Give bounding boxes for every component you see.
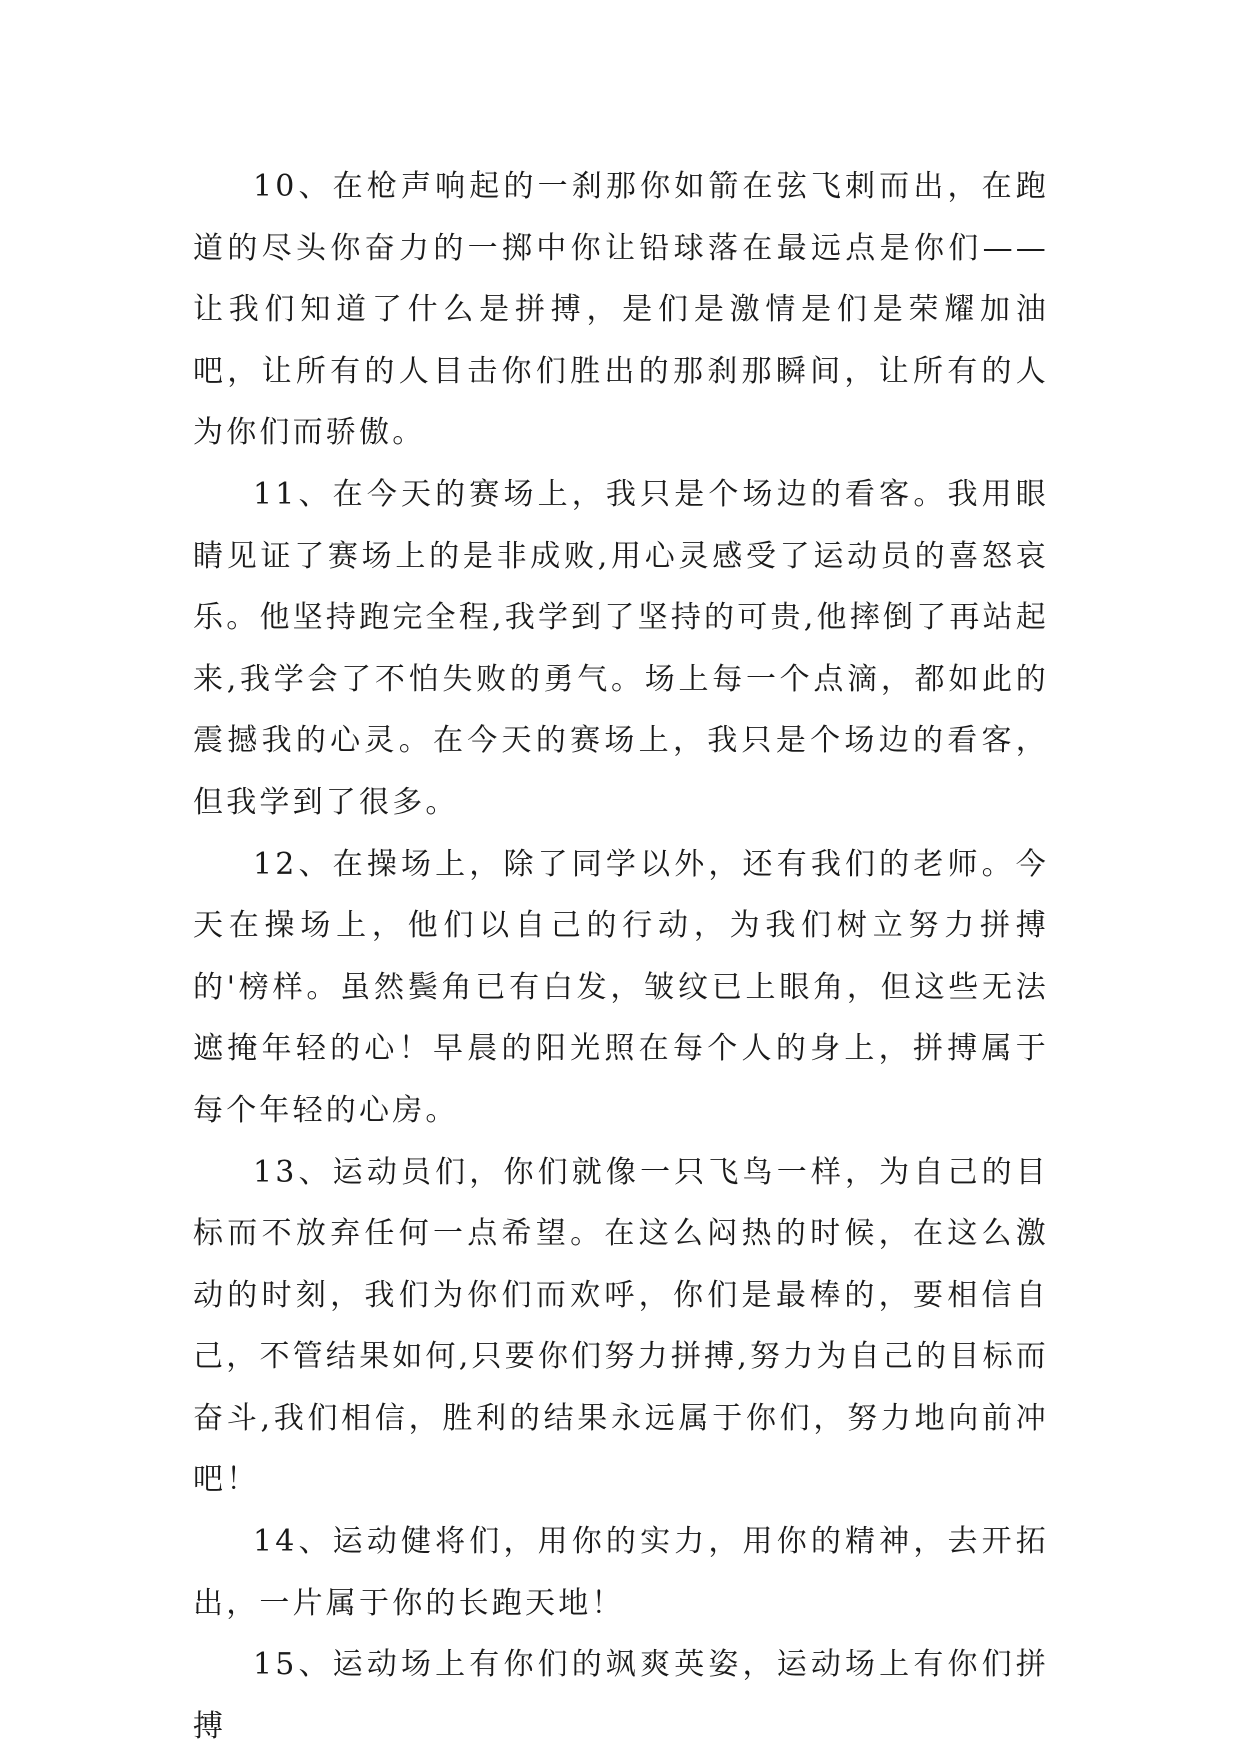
document-body (193, 156, 1049, 1757)
paragraph-12: 12、在操场上，除了同学以外，还有我们的老师。今天在操场上，他们以自己的行动，为我们树立努力拼搏的'榜样。虽然鬓角已有白发，皱纹已上眼角，但这些无法遮掩年轻的心！早晨的阳光照在每个人的身上，拼搏属于每个年轻的心房。 (193, 846, 1049, 1128)
paragraph-13: 13、运动员们，你们就像一只飞鸟一样，为自己的目标而不放弃任何一点希望。在这么闷热的时候，在这么激动的时刻，我们为你们而欢呼，你们是最棒的，要相信自己，不管结果如何,只要你们努力拼搏,努力为自己的目标而奋斗,我们相信，胜利的结果永远属于你们，努力地向前冲吧！ (193, 1154, 1049, 1498)
paragraph-14: 14、运动健将们，用你的实力，用你的精神，去开拓出，一片属于你的长跑天地！ (193, 1524, 1049, 1621)
paragraph-10: 10、在枪声响起的一刹那你如箭在弦飞刺而出，在跑道的尽头你奋力的一掷中你让铅球落在最远点是你们——让我们知道了什么是拼搏，是们是激情是们是荣耀加油吧，让所有的人目击你们胜出的那刹那瞬间，让所有的人为你们而骄傲。 (193, 169, 1049, 451)
paragraph-11: 11、在今天的赛场上，我只是个场边的看客。我用眼睛见证了赛场上的是非成败,用心灵感受了运动员的喜怒哀乐。他坚持跑完全程,我学到了坚持的可贵,他摔倒了再站起来,我学会了不怕失败的勇气。场上每一个点滴，都如此的震撼我的心灵。在今天的赛场上，我只是个场边的看客，但我学到了很多。 (193, 476, 1049, 820)
paragraph-15: 15、运动场上有你们的飒爽英姿，运动场上有你们拼搏 (193, 1647, 1049, 1744)
